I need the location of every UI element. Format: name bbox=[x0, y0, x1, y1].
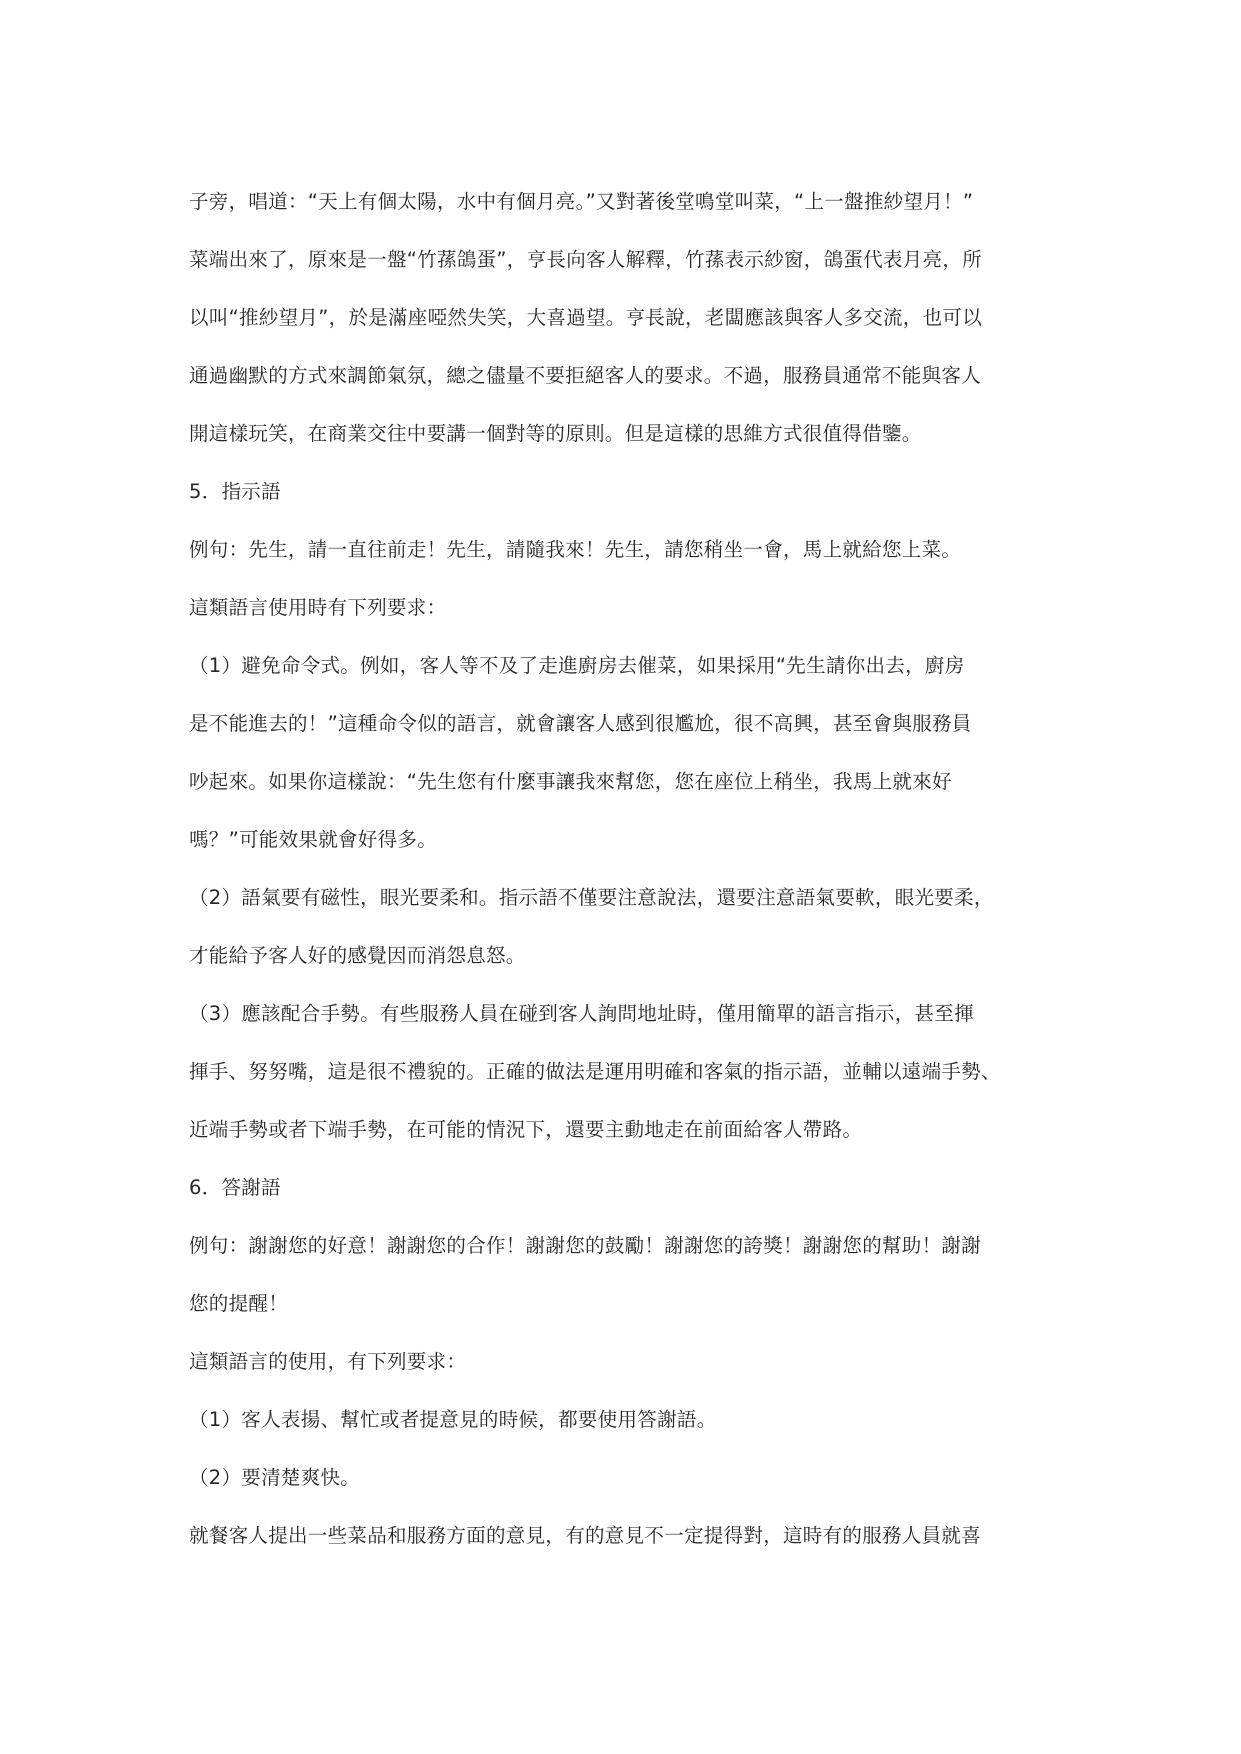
text-line: 開這樣玩笑，在商業交往中要講一個對等的原則。但是這樣的思維方式很值得借鑒。 bbox=[189, 422, 922, 445]
text-line: （2）語氣要有磁性，眼光要柔和。指示語不僅要注意說法，還要注意語氣要軟，眼光要柔， bbox=[189, 886, 994, 909]
text-line: 這類語言的使用，有下列要求： bbox=[189, 1350, 467, 1373]
text-line: 例句：先生，請一直往前走！先生，請隨我來！先生，請您稍坐一會，馬上就給您上菜。 bbox=[189, 538, 962, 561]
section-heading: 6．答謝語 bbox=[189, 1176, 281, 1199]
section-heading: 5．指示語 bbox=[189, 480, 281, 503]
text-line: 通過幽默的方式來調節氣氛，總之儘量不要拒絕客人的要求。不過，服務員通常不能與客人 bbox=[189, 364, 982, 387]
text-line: （1）客人表揚、幫忙或者提意見的時候，都要使用答謝語。 bbox=[189, 1408, 717, 1431]
text-line: （3）應該配合手勢。有些服務人員在碰到客人詢問地址時，僅用簡單的語言指示，甚至揮 bbox=[189, 1002, 974, 1025]
text-line: 菜端出來了，原來是一盤“竹蓀鴿蛋”，亨長向客人解釋，竹蓀表示紗窗，鴿蛋代表月亮，所 bbox=[189, 248, 983, 271]
text-line: 揮手、努努嘴，這是很不禮貌的。正確的做法是運用明確和客氣的指示語，並輔以遠端手勢、 bbox=[189, 1060, 1001, 1083]
text-line: 例句：謝謝您的好意！謝謝您的合作！謝謝您的鼓勵！謝謝您的誇獎！謝謝您的幫助！謝謝 bbox=[189, 1234, 982, 1257]
text-line: 吵起來。如果你這樣說：“先生您有什麼事讓我來幫您，您在座位上稍坐，我馬上就來好 bbox=[189, 770, 952, 793]
text-line: 子旁，唱道：“天上有個太陽，水中有個月亮。”又對著後堂鳴堂叫菜，“上一盤推紗望月！” bbox=[189, 190, 974, 213]
text-line: 以叫“推紗望月”，於是滿座啞然失笑，大喜過望。亨長說，老闆應該與客人多交流，也可以 bbox=[189, 306, 983, 329]
text-line: 您的提醒！ bbox=[189, 1292, 289, 1315]
text-line: （2）要清楚爽快。 bbox=[189, 1466, 361, 1489]
text-line: 這類語言使用時有下列要求： bbox=[189, 596, 447, 619]
text-line: 就餐客人提出一些菜品和服務方面的意見，有的意見不一定提得對，這時有的服務人員就喜 bbox=[189, 1524, 982, 1547]
text-line: 近端手勢或者下端手勢，在可能的情況下，還要主動地走在前面給客人帶路。 bbox=[189, 1118, 863, 1141]
text-line: 嗎？”可能效果就會好得多。 bbox=[189, 828, 438, 851]
text-line: 才能給予客人好的感覺因而消怨息怒。 bbox=[189, 944, 526, 967]
text-line: （1）避免命令式。例如，客人等不及了走進廚房去催菜，如果採用“先生請你出去，廚房 bbox=[189, 654, 965, 677]
text-line: 是不能進去的！”這種命令似的語言，就會讓客人感到很尷尬，很不高興，甚至會與服務員 bbox=[189, 712, 972, 735]
